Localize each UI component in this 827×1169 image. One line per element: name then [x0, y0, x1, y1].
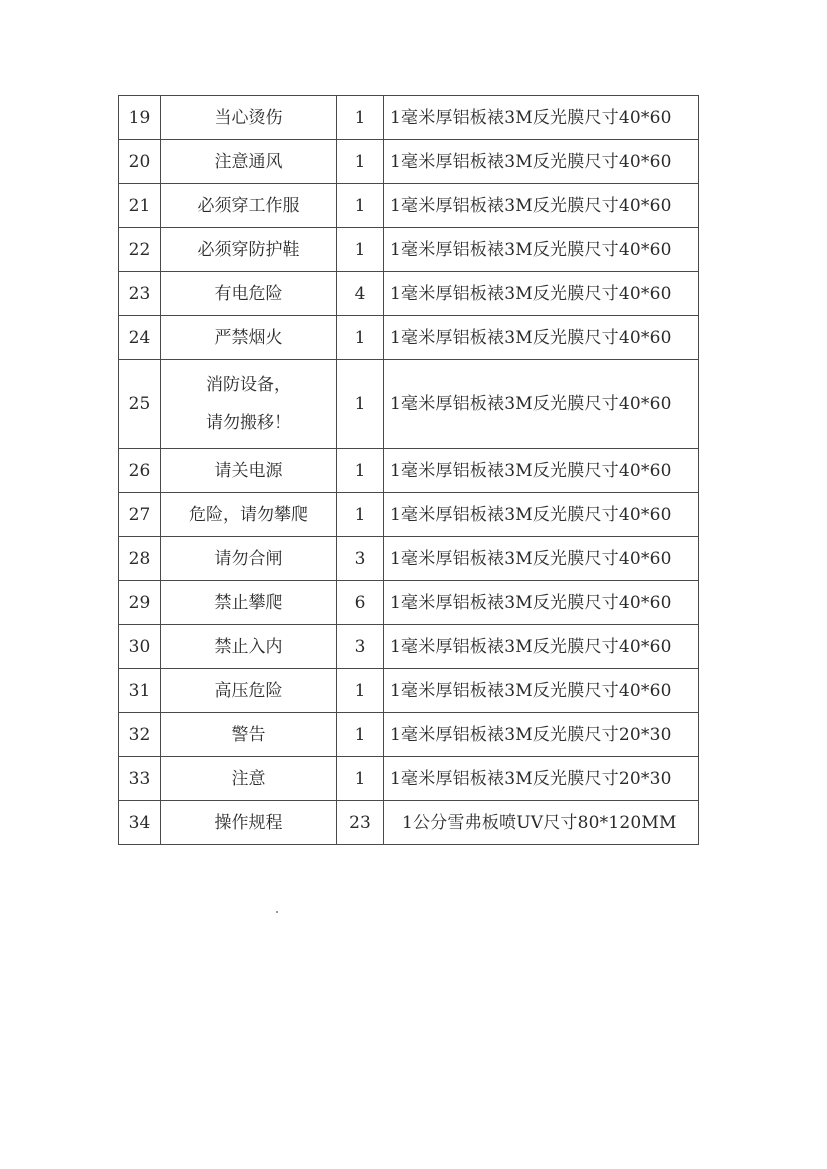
material-spec: 1毫米厚铝板裱3M反光膜尺寸40*60	[384, 449, 699, 493]
sign-name: 警告	[161, 713, 337, 757]
table-row	[119, 316, 699, 360]
table-row	[119, 581, 699, 625]
table-row	[119, 757, 699, 801]
quantity: 1	[337, 140, 384, 184]
sign-name: 严禁烟火	[161, 316, 337, 360]
sign-name: 注意	[161, 757, 337, 801]
sign-name: 请关电源	[161, 449, 337, 493]
signage-table-body	[119, 96, 699, 845]
table-row	[119, 272, 699, 316]
material-spec: 1毫米厚铝板裱3M反光膜尺寸40*60	[384, 140, 699, 184]
row-number: 28	[119, 537, 161, 581]
sign-name: 必须穿工作服	[161, 184, 337, 228]
sign-name: 请勿合闸	[161, 537, 337, 581]
row-number: 23	[119, 272, 161, 316]
sign-name: 操作规程	[161, 801, 337, 845]
sign-name: 当心烫伤	[161, 96, 337, 140]
material-spec: 1毫米厚铝板裱3M反光膜尺寸40*60	[384, 581, 699, 625]
row-number: 24	[119, 316, 161, 360]
sign-name: 有电危险	[161, 272, 337, 316]
row-number: 30	[119, 625, 161, 669]
row-number: 25	[119, 360, 161, 449]
sign-name: 危险，请勿攀爬	[161, 493, 337, 537]
quantity: 1	[337, 493, 384, 537]
table-row	[119, 140, 699, 184]
material-spec: 1毫米厚铝板裱3M反光膜尺寸40*60	[384, 669, 699, 713]
quantity: 1	[337, 713, 384, 757]
quantity: 1	[337, 669, 384, 713]
row-number: 22	[119, 228, 161, 272]
row-number: 29	[119, 581, 161, 625]
material-spec: 1公分雪弗板喷UV尺寸80*120MM	[384, 801, 699, 845]
sign-name: 高压危险	[161, 669, 337, 713]
quantity: 1	[337, 184, 384, 228]
signage-table	[118, 95, 699, 845]
row-number: 32	[119, 713, 161, 757]
row-number: 27	[119, 493, 161, 537]
scan-speck	[276, 911, 278, 913]
material-spec: 1毫米厚铝板裱3M反光膜尺寸40*60	[384, 625, 699, 669]
row-number: 33	[119, 757, 161, 801]
table-row	[119, 184, 699, 228]
material-spec: 1毫米厚铝板裱3M反光膜尺寸20*30	[384, 713, 699, 757]
sign-name: 禁止入内	[161, 625, 337, 669]
material-spec: 1毫米厚铝板裱3M反光膜尺寸40*60	[384, 272, 699, 316]
sign-name: 注意通风	[161, 140, 337, 184]
row-number: 31	[119, 669, 161, 713]
sign-name-line-2: 请勿搬移！	[206, 413, 291, 433]
sign-name: 必须穿防护鞋	[161, 228, 337, 272]
table-row	[119, 537, 699, 581]
table-row	[119, 713, 699, 757]
quantity: 1	[337, 360, 384, 449]
table-row	[119, 669, 699, 713]
sign-name: 禁止攀爬	[161, 581, 337, 625]
material-spec: 1毫米厚铝板裱3M反光膜尺寸40*60	[384, 360, 699, 449]
sign-name	[161, 360, 337, 449]
material-spec: 1毫米厚铝板裱3M反光膜尺寸40*60	[384, 96, 699, 140]
row-number: 21	[119, 184, 161, 228]
quantity: 1	[337, 316, 384, 360]
material-spec: 1毫米厚铝板裱3M反光膜尺寸40*60	[384, 228, 699, 272]
quantity: 6	[337, 581, 384, 625]
quantity: 1	[337, 449, 384, 493]
quantity: 3	[337, 537, 384, 581]
quantity: 1	[337, 228, 384, 272]
material-spec: 1毫米厚铝板裱3M反光膜尺寸40*60	[384, 316, 699, 360]
quantity: 4	[337, 272, 384, 316]
table-row	[119, 449, 699, 493]
material-spec: 1毫米厚铝板裱3M反光膜尺寸40*60	[384, 537, 699, 581]
sign-name-line-1: 消防设备，	[206, 375, 291, 395]
row-number: 19	[119, 96, 161, 140]
quantity: 1	[337, 757, 384, 801]
material-spec: 1毫米厚铝板裱3M反光膜尺寸40*60	[384, 184, 699, 228]
quantity: 3	[337, 625, 384, 669]
quantity: 23	[337, 801, 384, 845]
row-number: 26	[119, 449, 161, 493]
table-row	[119, 96, 699, 140]
row-number: 20	[119, 140, 161, 184]
table-row	[119, 228, 699, 272]
table-row	[119, 360, 699, 449]
quantity: 1	[337, 96, 384, 140]
material-spec: 1毫米厚铝板裱3M反光膜尺寸20*30	[384, 757, 699, 801]
row-number: 34	[119, 801, 161, 845]
table-row	[119, 801, 699, 845]
table-row	[119, 625, 699, 669]
table-row	[119, 493, 699, 537]
material-spec: 1毫米厚铝板裱3M反光膜尺寸40*60	[384, 493, 699, 537]
